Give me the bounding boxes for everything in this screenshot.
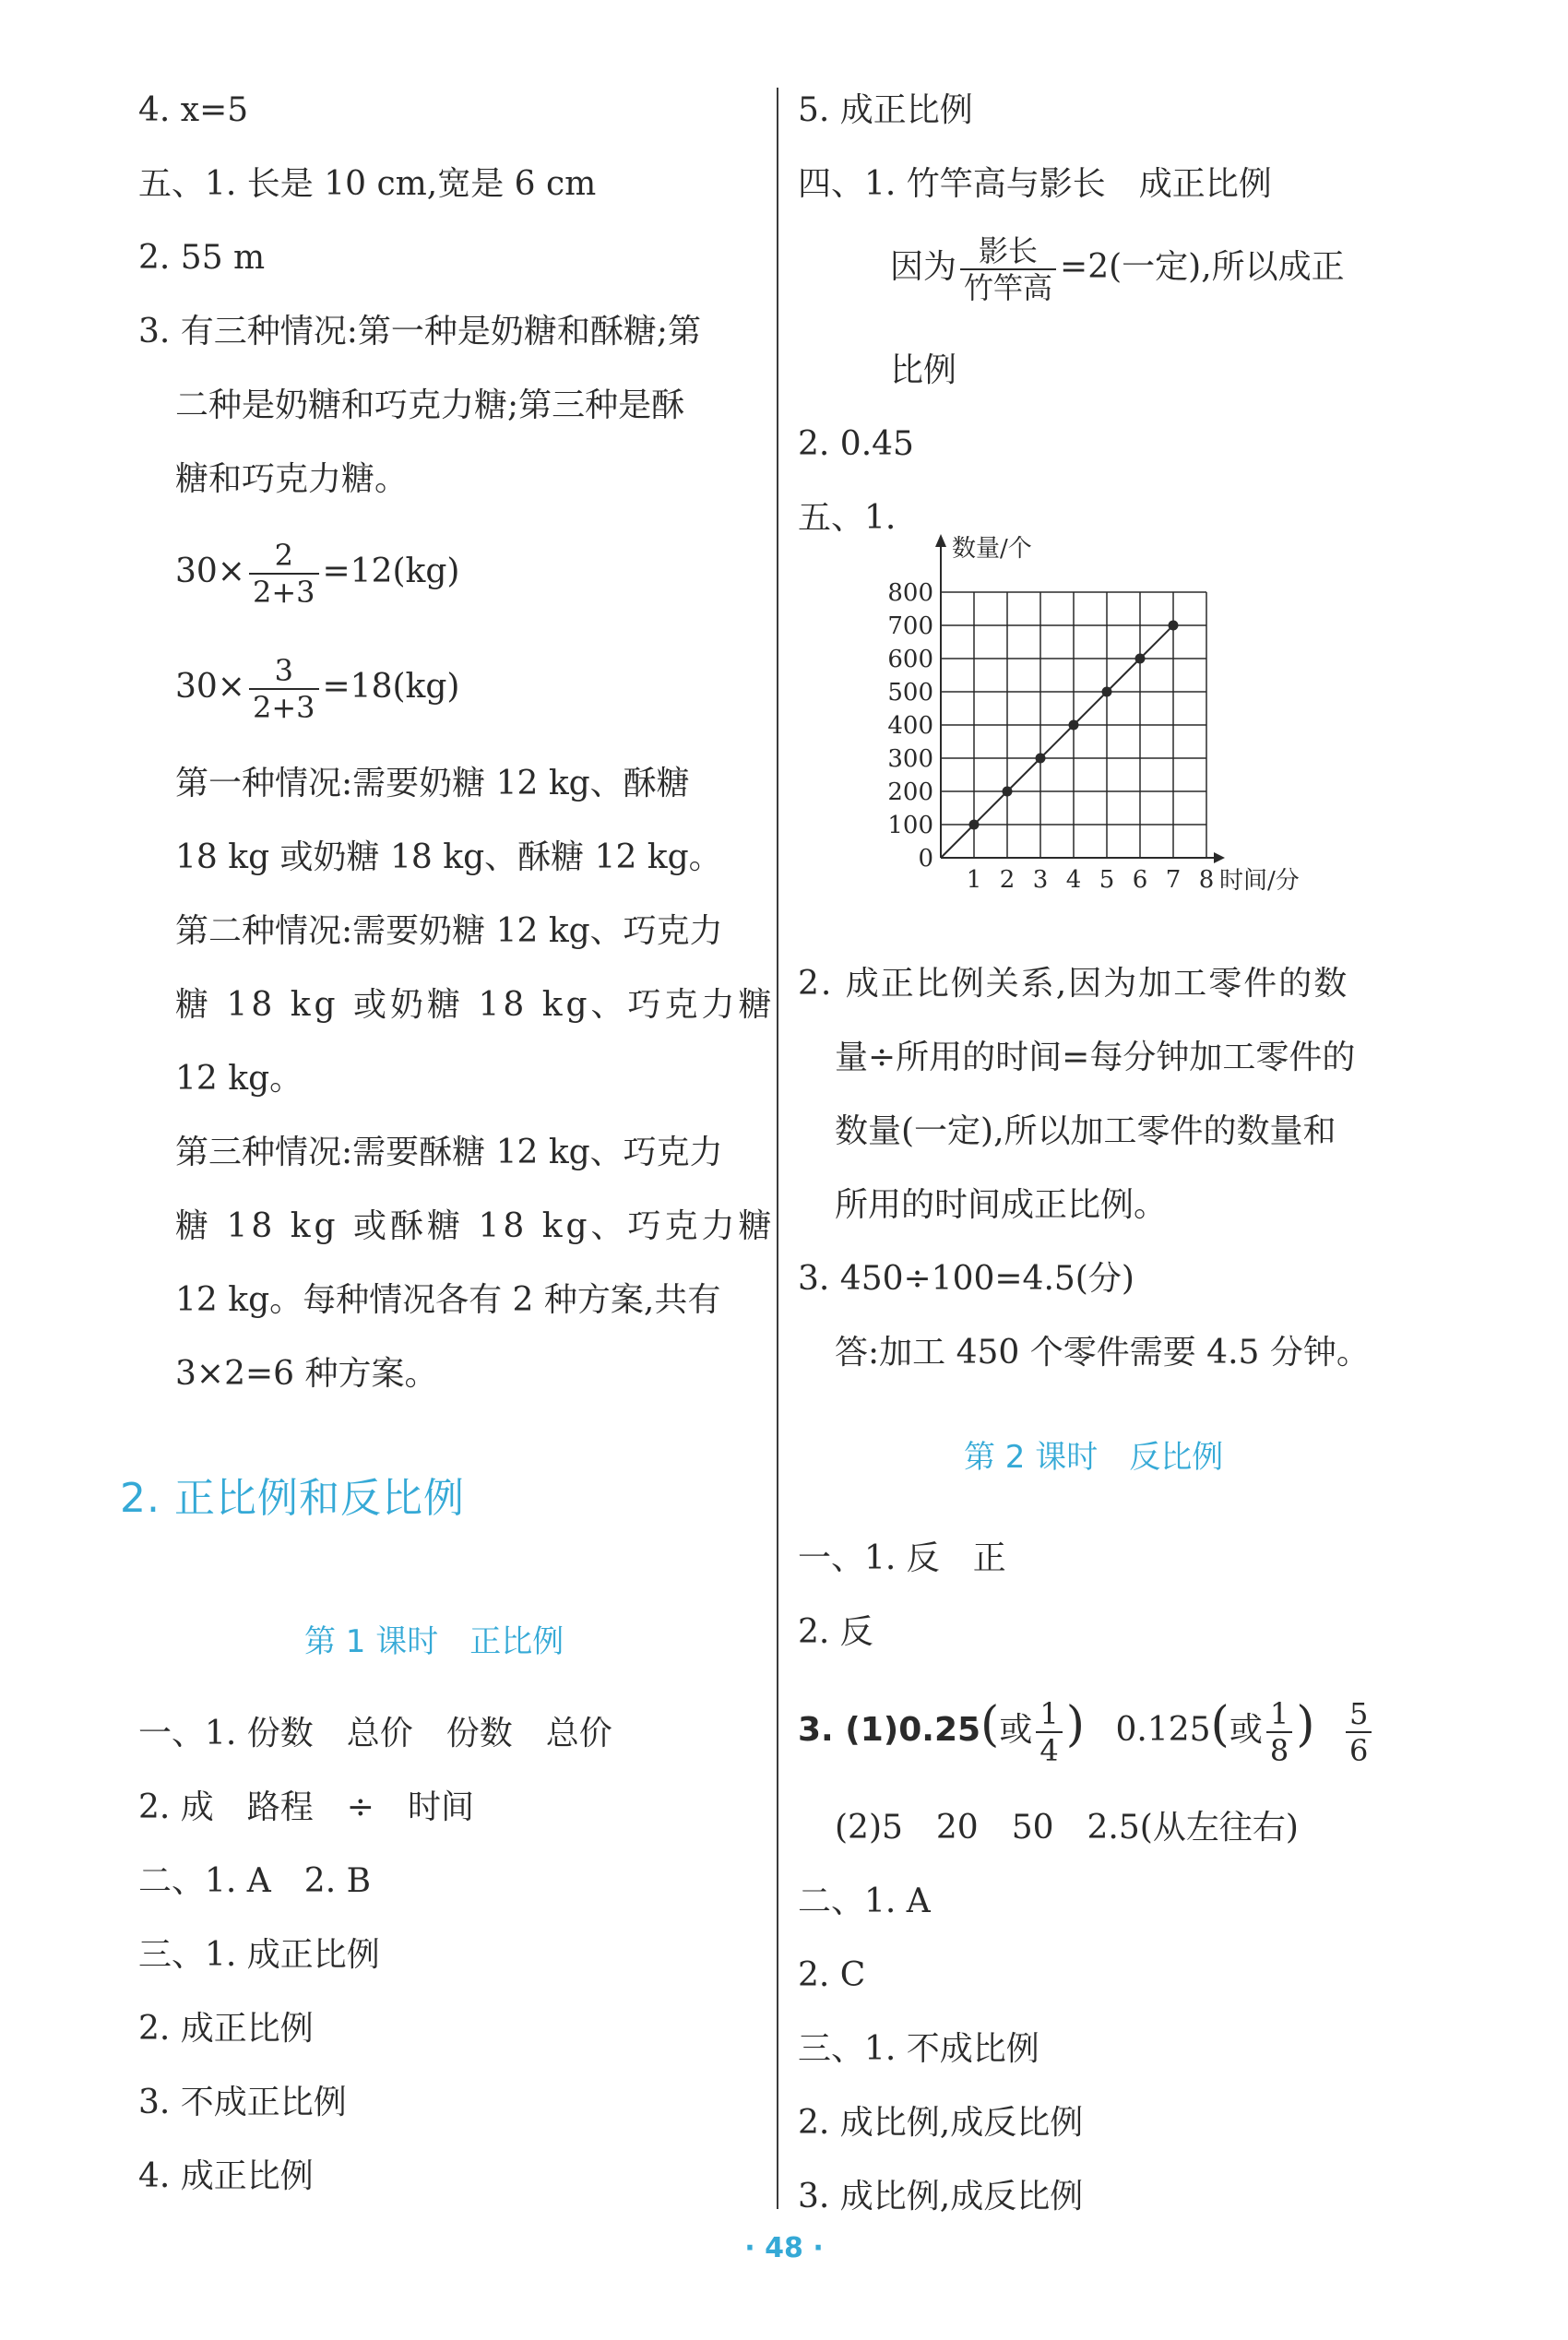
answer-r5-2: 2. 成正比例关系,因为加工零件的数 xyxy=(798,965,1349,1003)
chart-axes xyxy=(935,534,1225,863)
section1-answer-7: 4. 成正比例 xyxy=(138,2157,314,2195)
y-tick-label: 100 xyxy=(887,812,933,839)
section2-answer-5: 2. C xyxy=(798,1956,866,1994)
text-line: 所用的时间成正比例。 xyxy=(835,1186,1168,1224)
formula-2: 30× $\frac{3}{2+3}$ =18(kg) xyxy=(175,653,460,725)
text-line: 3×2=6 种方案。 xyxy=(175,1355,438,1393)
section2-answer-8: 3. 成比例,成反比例 xyxy=(798,2178,1084,2215)
answer-r4-2: 2. 0.45 xyxy=(798,425,914,463)
section2-answer-6: 三、1. 不成比例 xyxy=(798,2030,1039,2068)
chart-ticks xyxy=(887,579,1214,894)
section1-answer-1: 一、1. 份数 总价 份数 总价 xyxy=(138,1715,612,1752)
y-tick-label: 600 xyxy=(887,646,933,673)
line-chart xyxy=(867,530,1310,918)
x-tick-label: 2 xyxy=(999,866,1016,894)
answer-5-3: 3. 有三种情况:第一种是奶糖和酥糖;第 xyxy=(138,313,702,350)
section2-answer-7: 2. 成比例,成反比例 xyxy=(798,2104,1084,2142)
formula-1: 30× $\frac{2}{2+3}$ =12(kg) xyxy=(175,538,460,610)
data-point xyxy=(1135,654,1146,664)
text-line: 量÷所用的时间=每分钟加工零件的 xyxy=(835,1039,1356,1076)
answer-r5-1: 五、1. xyxy=(798,499,897,537)
x-axis-arrow xyxy=(1214,852,1225,863)
text-line: 12 kg。 xyxy=(175,1060,303,1098)
text-line: 数量(一定),所以加工零件的数量和 xyxy=(835,1112,1336,1150)
y-tick-label: 0 xyxy=(918,845,933,873)
section2-answer-3: 3. (1)0.25(或 $\frac{1}{4}$ ) 0.125(或 $\frac{1}{8}$ ) $\frac{5}{6}$ xyxy=(798,1688,1375,1768)
text-line: 18 kg 或奶糖 18 kg、酥糖 12 kg。 xyxy=(175,838,722,876)
x-tick-label: 1 xyxy=(966,866,982,894)
y-tick-label: 700 xyxy=(887,612,933,640)
answer-5-1: 五、1. 长是 10 cm,宽是 6 cm xyxy=(138,165,597,203)
text-line: 比例 xyxy=(890,351,957,389)
section2-answer-3-2: (2)5 20 50 2.5(从左往右) xyxy=(835,1809,1299,1847)
answer-5-2: 2. 55 m xyxy=(138,239,266,277)
x-tick-label: 3 xyxy=(1032,866,1049,894)
section2-answer-4: 二、1. A xyxy=(798,1883,931,1920)
section1-answer-2: 2. 成 路程 ÷ 时间 xyxy=(138,1788,474,1826)
section1-answer-4: 三、1. 成正比例 xyxy=(138,1936,380,1974)
x-tick-label: 4 xyxy=(1065,866,1082,894)
answer-r5: 5. 成正比例 xyxy=(798,91,973,129)
y-tick-label: 500 xyxy=(887,679,933,707)
text-line: 糖 18 kg 或奶糖 18 kg、巧克力糖 xyxy=(175,986,776,1024)
section2-answer-2: 2. 反 xyxy=(798,1613,873,1651)
x-axis-label: 时间/分 xyxy=(1219,867,1300,895)
y-axis-arrow xyxy=(935,534,946,547)
text-line: 第三种情况:需要酥糖 12 kg、巧克力 xyxy=(175,1134,723,1171)
text-line: 第一种情况:需要奶糖 12 kg、酥糖 xyxy=(175,765,690,802)
section1-answer-5: 2. 成正比例 xyxy=(138,2010,314,2048)
data-point xyxy=(1036,754,1046,764)
y-tick-label: 300 xyxy=(887,745,933,773)
page-number: · 48 · xyxy=(744,2232,824,2264)
x-tick-label: 5 xyxy=(1099,866,1115,894)
answer-4: 4. x=5 xyxy=(138,91,249,129)
answer-r5-3: 3. 450÷100=4.5(分) xyxy=(798,1260,1134,1298)
section2-answer-1: 一、1. 反 正 xyxy=(798,1539,1006,1577)
text-line: 12 kg。每种情况各有 2 种方案,共有 xyxy=(175,1281,721,1319)
column-divider xyxy=(777,88,778,2209)
ratio-formula: 因为 $\frac{\text{影长}}{\text{竹竿高}}$ =2(一定),所以成正 xyxy=(890,233,1345,305)
data-point xyxy=(1102,687,1112,697)
y-axis-label: 数量/个 xyxy=(952,535,1032,563)
data-point xyxy=(1169,621,1179,631)
data-point xyxy=(1069,720,1079,731)
data-point xyxy=(969,820,980,830)
text-line: 第二种情况:需要奶糖 12 kg、巧克力 xyxy=(175,912,723,950)
y-tick-label: 800 xyxy=(887,579,933,607)
x-tick-label: 8 xyxy=(1198,866,1215,894)
answer-r4-1: 四、1. 竹竿高与影长 成正比例 xyxy=(798,165,1272,203)
data-point xyxy=(1003,787,1013,797)
x-tick-label: 6 xyxy=(1132,866,1148,894)
section-title-2: 第 2 课时 反比例 xyxy=(964,1439,1224,1476)
x-tick-label: 7 xyxy=(1165,866,1182,894)
text-line: 糖 18 kg 或酥糖 18 kg、巧克力糖 xyxy=(175,1207,776,1245)
section-title-1: 第 1 课时 正比例 xyxy=(304,1623,564,1660)
section1-answer-3: 二、1. A 2. B xyxy=(138,1862,372,1900)
y-tick-label: 400 xyxy=(887,712,933,740)
section1-answer-6: 3. 不成正比例 xyxy=(138,2084,347,2121)
text-line: 糖和巧克力糖。 xyxy=(175,460,409,498)
text-line: 答:加工 450 个零件需要 4.5 分钟。 xyxy=(835,1334,1370,1372)
chapter-title: 2. 正比例和反比例 xyxy=(120,1475,465,1522)
text-line: 二种是奶糖和巧克力糖;第三种是酥 xyxy=(175,386,685,424)
y-tick-label: 200 xyxy=(887,778,933,806)
